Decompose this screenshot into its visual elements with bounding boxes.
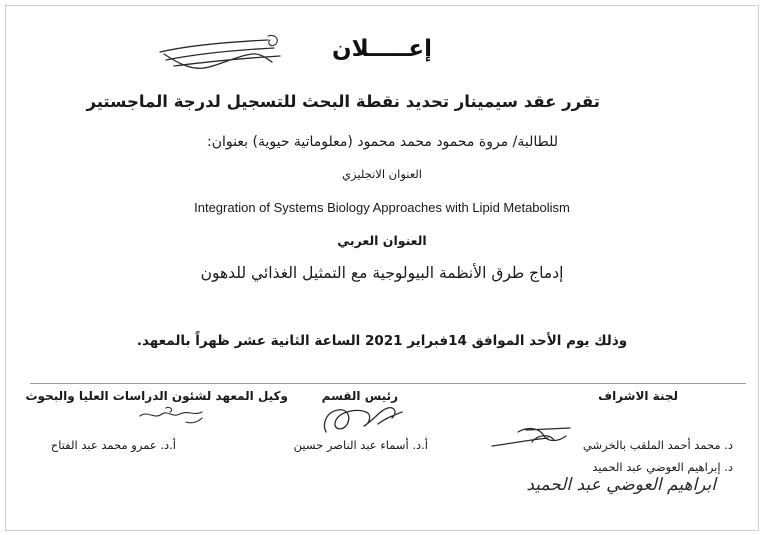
supervisor-signature: [488, 422, 574, 452]
supervisor-2-name: د. إبراهيم العوضي عبد الحميد: [592, 460, 733, 474]
arabic-title-label: العنوان العربي: [337, 233, 427, 248]
vice-dean-name: أ.د. عمرو محمد عبد الفتاح: [50, 438, 176, 452]
english-title-label: العنوان الانجليزي: [342, 167, 422, 181]
department-head-role: رئيس القسم: [321, 389, 398, 403]
supervisor-2-handwritten-signature: ابراهيم العوضي عبد الحميد: [526, 475, 716, 495]
english-thesis-title: Integration of Systems Biology Approaches with Lipid Metabolism: [194, 200, 570, 215]
vice-dean-role: وكيل المعهد لشئون الدراسات العليا والبحوث: [25, 389, 288, 403]
supervisor-1-name: د. محمد أحمد الملقب بالخرشي: [582, 438, 733, 452]
vice-dean-signature: [136, 402, 206, 428]
announcement-title: إعـــــلان: [332, 36, 432, 62]
meeting-details: وذلك يوم الأحد الموافق 14فبراير 2021 الساعة الثانية عشر ظهراً بالمعهد.: [136, 333, 628, 349]
seminar-subject: تقرر عقد سيمينار تحديد نقطة البحث للتسجيل لدرجة الماجستير: [86, 92, 600, 111]
department-head-name: أ.د. أسماء عبد الناصر حسين: [293, 438, 428, 452]
supervision-committee-role: لجنة الاشراف: [598, 389, 678, 403]
department-head-signature: [318, 402, 408, 440]
student-line: للطالبة/ مروة محمود محمد محمود (معلوماتية حيوية) بعنوان:: [207, 134, 558, 150]
announcement-page: [5, 5, 759, 531]
signature-divider: [30, 383, 746, 384]
arabic-thesis-title: إدماج طرق الأنظمة البيولوجية مع التمثيل الغذائي للدهون: [200, 264, 564, 282]
